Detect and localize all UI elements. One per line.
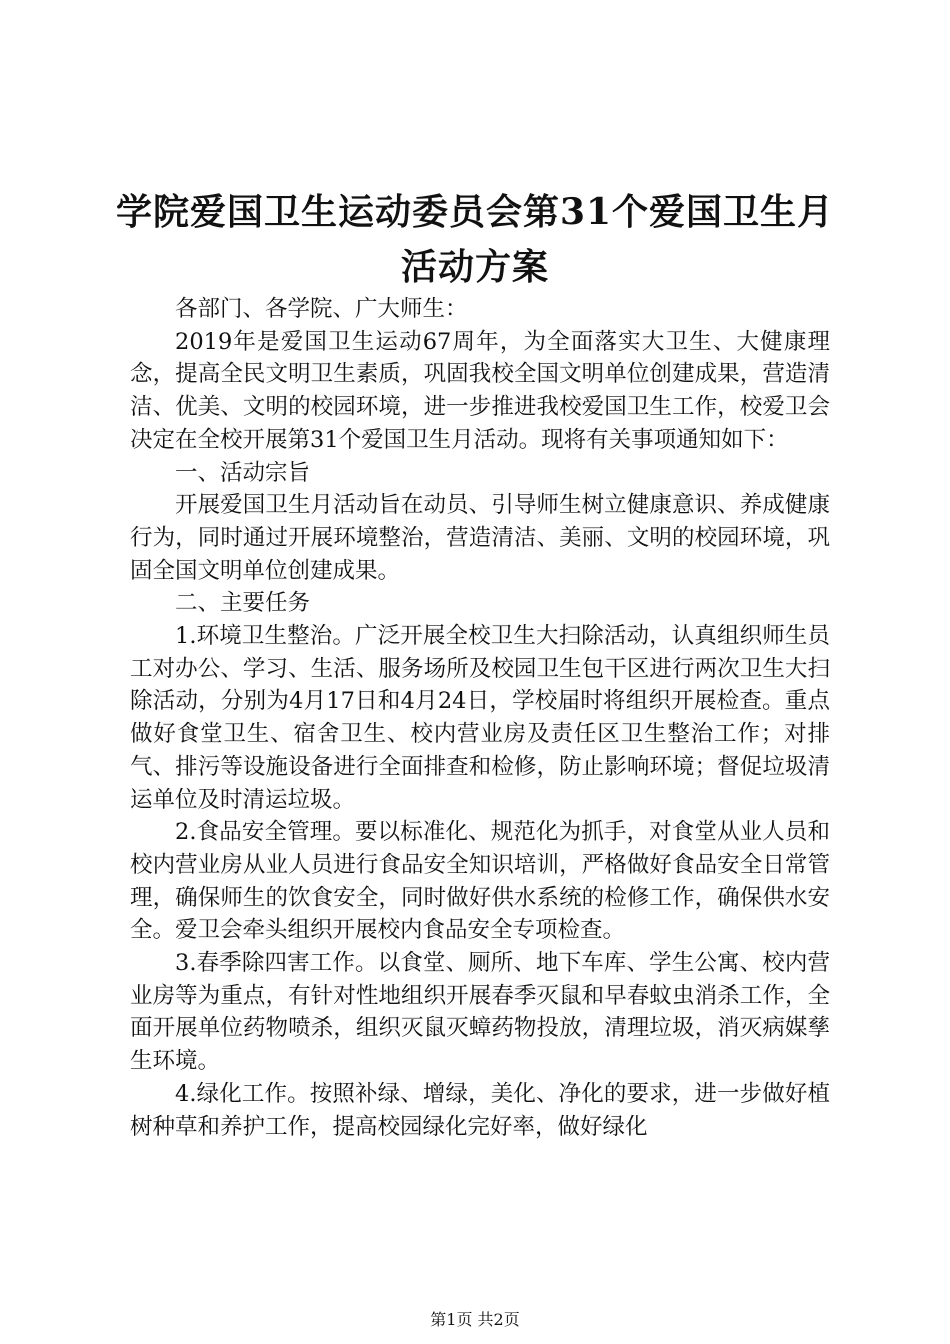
document-title-line-2: 活动方案 xyxy=(400,246,549,288)
section-heading-tasks: 二、主要任务 xyxy=(175,590,311,617)
task-paragraph-environment: 1.环境卫生整治。广泛开展全校卫生大扫除活动，认真组织师生员工对办公、学习、生活、服务场所及校园卫生包干区进行两次卫生大扫除活动，分别为4月17日和4月24日，学校届时将组织开展检查。重点做好食堂卫生、宿舍卫生、校内营业房及责任区卫生整治工作；对排气、排污等设施设备进行全面排查和检修，防止影响环境；督促垃圾清运单位及时清运垃圾。 xyxy=(130,623,830,813)
document-body xyxy=(130,293,830,1143)
salutation: 各部门、各学院、广大师生： xyxy=(175,296,468,322)
section-heading-purpose: 一、活动宗旨 xyxy=(175,459,311,486)
purpose-paragraph: 开展爱国卫生月活动旨在动员、引导师生树立健康意识、养成健康行为，同时通过开展环境整治，营造清洁、美丽、文明的校园环境，巩固全国文明单位创建成果。 xyxy=(130,492,830,584)
task-paragraph-food-safety: 2.食品安全管理。要以标准化、规范化为抓手，对食堂从业人员和校内营业房从业人员进行食品安全知识培训，严格做好食品安全日常管理，确保师生的饮食安全，同时做好供水系统的检修工作，确保供水安全。爱卫会牵头组织开展校内食品安全专项检查。 xyxy=(130,819,830,944)
page-footer: 第1页 共2页 xyxy=(430,1310,520,1329)
task-paragraph-pest-control: 3.春季除四害工作。以食堂、厕所、地下车库、学生公寓、校内营业房等为重点，有针对性地组织开展春季灭鼠和早春蚊虫消杀工作，全面开展单位药物喷杀，组织灭鼠灭蟑药物投放，清理垃圾，消灭病媒孳生环境。 xyxy=(130,950,830,1075)
intro-paragraph: 2019年是爱国卫生运动67周年，为全面落实大卫生、大健康理念，提高全民文明卫生素质，巩固我校全国文明单位创建成果，营造清洁、优美、文明的校园环境，进一步推进我校爱国卫生工作，校爱卫会决定在全校开展第31个爱国卫生月活动。现将有关事项通知如下： xyxy=(130,328,830,453)
document-title-line-1: 学院爱国卫生运动委员会第31个爱国卫生月 xyxy=(115,191,835,233)
task-paragraph-greening: 4.绿化工作。按照补绿、增绿，美化、净化的要求，进一步做好植树种草和养护工作，提高校园绿化完好率，做好绿化 xyxy=(130,1080,830,1140)
